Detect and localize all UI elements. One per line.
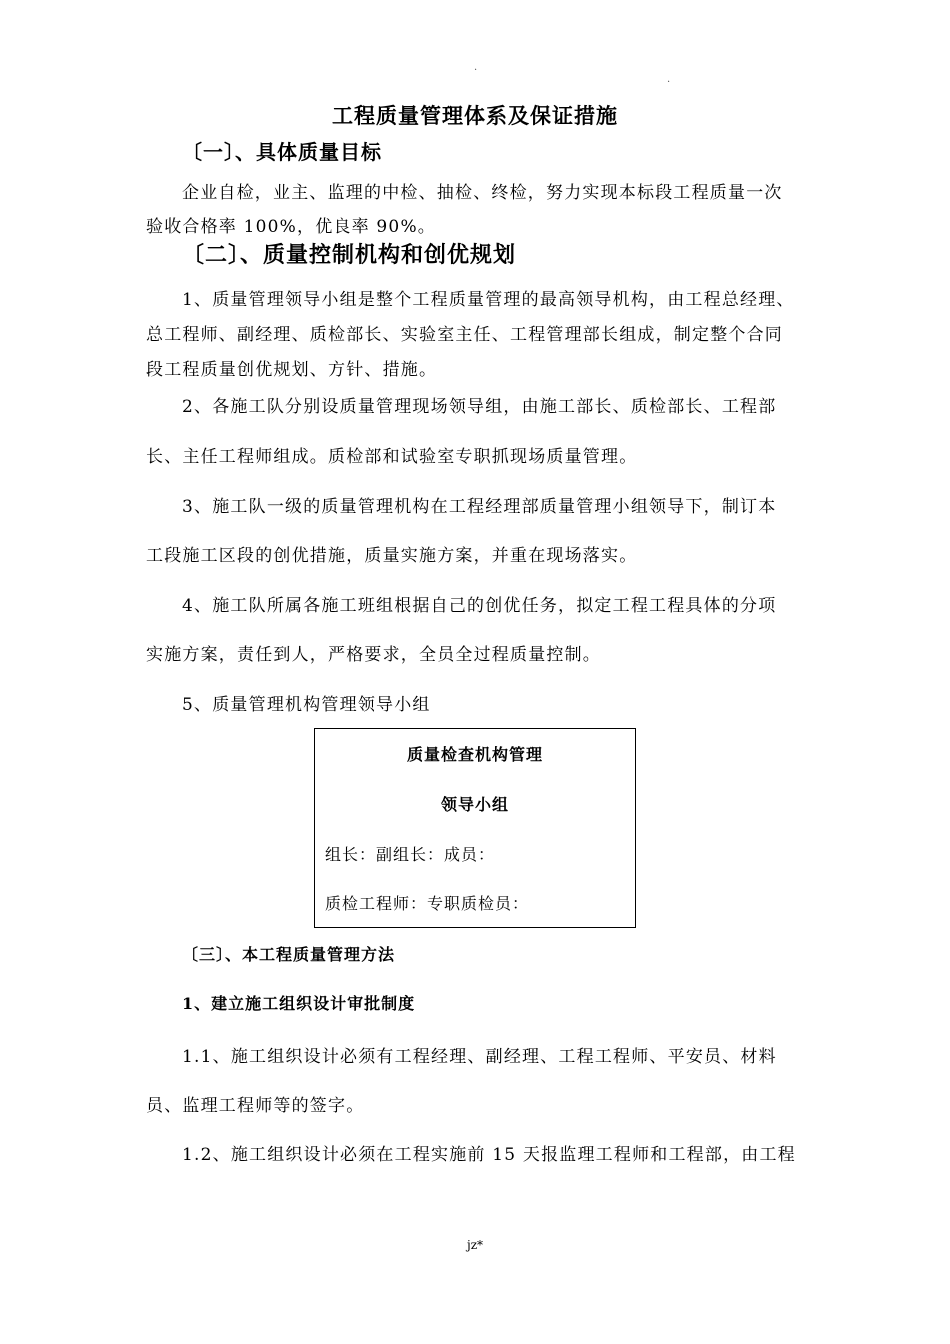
document-title: 工程质量管理体系及保证措施 (332, 103, 618, 128)
box-row-engineers: 质检工程师：专职质检员： (325, 894, 530, 913)
paragraph-line: 员、监理工程师等的签字。 (146, 1096, 365, 1116)
paragraph-line: 1.1、施工组织设计必须有工程经理、副经理、工程工程师、平安员、材料 (182, 1047, 777, 1067)
box-row-leaders: 组长：副组长：成员： (325, 845, 496, 864)
section-heading: 〔二〕、质量控制机构和创优规划 (182, 242, 517, 268)
header-dot: . (474, 62, 478, 73)
paragraph-line: 长、主任工程师组成。质检部和试验室专职抓现场质量管理。 (146, 447, 638, 467)
box-title: 质量检查机构管理 (406, 745, 543, 764)
paragraph-line: 5、质量管理机构管理领导小组 (182, 695, 431, 715)
section-heading: 〔一〕、具体质量目标 (182, 140, 382, 164)
paragraph-line: 3、施工队一级的质量管理机构在工程经理部质量管理小组领导下，制订本 (182, 497, 777, 517)
paragraph-line: 1.2、施工组织设计必须在工程实施前 15 天报监理工程师和工程部，由工程 (182, 1145, 796, 1165)
paragraph-line: 段工程质量创优规划、方针、措施。 (146, 360, 438, 380)
paragraph-line: 总工程师、副经理、质检部长、实验室主任、工程管理部长组成，制定整个合同 (146, 325, 783, 345)
header-dot: . (667, 74, 671, 85)
paragraph-line: 工段施工区段的创优措施，质量实施方案，并重在现场落实。 (146, 546, 638, 566)
paragraph-line: 1、质量管理领导小组是整个工程质量管理的最高领导机构，由工程总经理、 (182, 290, 795, 310)
subsection-heading: 1、建立施工组织设计审批制度 (182, 994, 416, 1013)
box-subtitle: 领导小组 (440, 795, 509, 814)
paragraph-line: 实施方案，责任到人，严格要求，全员全过程质量控制。 (146, 645, 601, 665)
org-chart-box (314, 728, 636, 928)
paragraph-line: 验收合格率 100%，优良率 90%。 (146, 217, 436, 237)
paragraph-line: 4、施工队所属各施工班组根据自己的创优任务，拟定工程工程具体的分项 (182, 596, 777, 616)
page-footer: jz* (466, 1238, 484, 1252)
paragraph-line: 企业自检，业主、监理的中检、抽检、终检，努力实现本标段工程质量一次 (182, 183, 783, 203)
section-heading: 〔三〕、本工程质量管理方法 (182, 945, 396, 964)
paragraph-line: 2、各施工队分别设质量管理现场领导组，由施工部长、质检部长、工程部 (182, 397, 777, 417)
